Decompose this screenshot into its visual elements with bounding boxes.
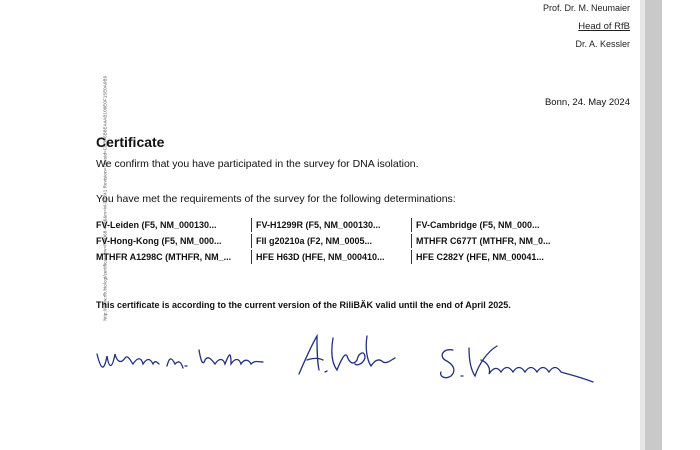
determination-item: FII g20210a (F2, NM_0005... bbox=[251, 234, 411, 248]
determination-item: HFE H63D (HFE, NM_000410... bbox=[251, 250, 411, 264]
determination-item: FV-Leiden (F5, NM_000130... bbox=[96, 220, 217, 230]
header-doctor: Dr. A. Kessler bbox=[575, 39, 630, 49]
determinations-table bbox=[96, 218, 576, 264]
certificate-title: Certificate bbox=[96, 134, 165, 150]
requirements-intro: You have met the requirements of the survey for the following determinations: bbox=[96, 193, 456, 205]
determination-item: FV-Hong-Kong (F5, NM_000... bbox=[96, 236, 222, 246]
header-head-of-rfb: Head of RfB bbox=[578, 21, 630, 32]
determination-item: MTHFR A1298C (MTHFR, NM_... bbox=[96, 252, 232, 262]
determination-item: FV-Cambridge (F5, NM_000... bbox=[411, 218, 576, 232]
header-professor: Prof. Dr. M. Neumaier bbox=[542, 3, 630, 13]
verification-url: http://www.rfb.bio/cgi/certificate?rv=RI0068-4786&rv=M-D3241 Revision=1&uuid=CEBF6B8EA4AB100E0F15E0A0B9 bbox=[102, 75, 108, 321]
validity-statement: This certificate is according to the current version of the RiliBÄK valid until the end of April 2025. bbox=[96, 300, 511, 310]
determination-item: HFE C282Y (HFE, NM_00041... bbox=[411, 250, 576, 264]
issue-date: Bonn, 24. May 2024 bbox=[544, 97, 630, 108]
signature-third bbox=[435, 338, 600, 388]
viewer-scrollbar[interactable] bbox=[645, 0, 662, 450]
signature-kessler bbox=[295, 330, 400, 380]
signature-neumaier bbox=[95, 340, 270, 380]
determination-item: FV-H1299R (F5, NM_000130... bbox=[251, 218, 411, 232]
determination-item: MTHFR C677T (MTHFR, NM_0... bbox=[411, 234, 576, 248]
confirmation-text: We confirm that you have participated in the survey for DNA isolation. bbox=[96, 158, 419, 170]
